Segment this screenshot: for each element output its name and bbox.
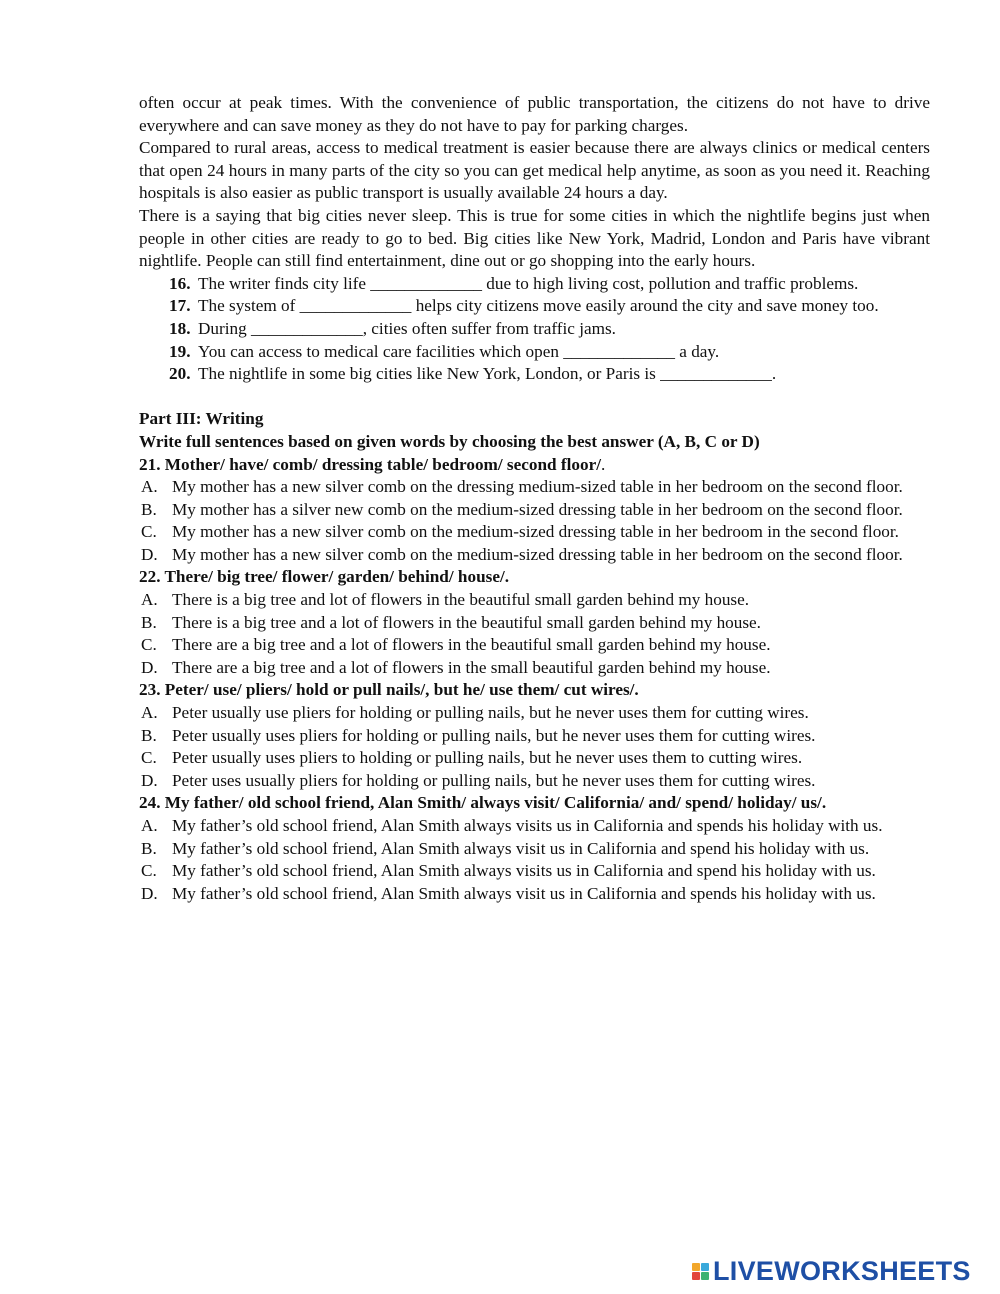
section-spacer <box>139 386 930 409</box>
option-text: My mother has a new silver comb on the medium-sized dressing table in her bedroom on the second floor. <box>172 544 903 564</box>
fill-in-questions <box>139 273 930 386</box>
answer-option-d[interactable] <box>139 883 930 906</box>
question-number: 16. <box>169 273 191 293</box>
reading-paragraph: Compared to rural areas, access to medical treatment is easier because there are always clinics or medical centers that open 24 hours in many parts of the city so you can get medical help anytime, as soon as you need it. Reaching hospitals is also easier as public transport is usually available 24 hours a day. <box>139 138 930 203</box>
question-text[interactable]: The system of _____________ helps city citizens move easily around the city and save money too. <box>198 296 879 316</box>
writing-question-23 <box>139 679 930 792</box>
logo-square <box>692 1263 700 1271</box>
option-text: There are a big tree and a lot of flowers in the small beautiful garden behind my house. <box>172 657 771 677</box>
question-number: 18. <box>169 318 191 338</box>
answer-option-d[interactable] <box>139 770 930 793</box>
answer-option-b[interactable] <box>139 499 930 522</box>
question-text[interactable]: The nightlife in some big cities like New York, London, or Paris is _____________. <box>198 364 777 384</box>
answer-option-b[interactable] <box>139 725 930 748</box>
option-letter: D. <box>141 544 158 564</box>
option-letter: B. <box>141 612 157 632</box>
writing-question-22 <box>139 566 930 679</box>
option-text: Peter usually uses pliers to holding or pulling nails, but he never uses them to cutting wires. <box>172 748 803 768</box>
answer-option-b[interactable] <box>139 838 930 861</box>
option-letter: A. <box>141 703 158 723</box>
answer-option-c[interactable] <box>139 747 930 770</box>
question-text[interactable]: You can access to medical care facilities which open _____________ a day. <box>198 341 720 361</box>
option-text: Peter usually use pliers for holding or pulling nails, but he never uses them for cutting wires. <box>172 703 809 723</box>
answer-option-a[interactable] <box>139 702 930 725</box>
logo-square <box>701 1263 709 1271</box>
option-text: There is a big tree and a lot of flowers in the beautiful small garden behind my house. <box>172 612 761 632</box>
answer-option-a[interactable] <box>139 476 930 499</box>
writing-question-21 <box>139 454 930 567</box>
option-letter: B. <box>141 499 157 519</box>
question-prompt: 24. My father/ old school friend, Alan Smith/ always visit/ California/ and/ spend/ holiday/ us/. <box>139 793 827 813</box>
option-letter: D. <box>141 770 158 790</box>
question-prompt: 21. Mother/ have/ comb/ dressing table/ bedroom/ second floor/. <box>139 454 606 474</box>
answer-option-c[interactable] <box>139 634 930 657</box>
answer-option-a[interactable] <box>139 589 930 612</box>
instruction: Write full sentences based on given words by choosing the best answer (A, B, C or D) <box>139 431 760 451</box>
worksheet-page <box>139 92 930 905</box>
answer-option-c[interactable] <box>139 860 930 883</box>
reading-paragraph: There is a saying that big cities never sleep. This is true for some cities in which the nightlife begins just when people in other cities are ready to go to bed. Big cities like New York, Madrid, London and Paris have vibrant nightlife. People can still find entertainment, dine out or go shopping into the early hours. <box>139 205 930 271</box>
question-prompt: 22. There/ big tree/ flower/ garden/ behind/ house/. <box>139 567 510 587</box>
option-letter: A. <box>141 590 158 610</box>
fill-question-16 <box>139 273 930 296</box>
question-number: 19. <box>169 341 191 361</box>
option-text: Peter usually uses pliers for holding or pulling nails, but he never uses them for cutting wires. <box>172 725 816 745</box>
logo-text: LIVEWORKSHEETS <box>713 1256 971 1286</box>
option-letter: A. <box>141 816 158 835</box>
fill-question-18 <box>139 318 930 341</box>
question-prompt: 23. Peter/ use/ pliers/ hold or pull nails/, but he/ use them/ cut wires/. <box>139 680 639 700</box>
answer-option-d[interactable] <box>139 657 930 680</box>
option-text: There are a big tree and a lot of flowers in the beautiful small garden behind my house. <box>172 635 771 655</box>
question-number: 20. <box>169 364 191 384</box>
question-number: 17. <box>169 296 191 316</box>
option-letter: C. <box>141 861 157 881</box>
option-letter: B. <box>141 838 157 858</box>
option-letter: D. <box>141 883 158 903</box>
liveworksheets-logo[interactable] <box>692 1258 971 1284</box>
option-text: There is a big tree and lot of flowers in the beautiful small garden behind my house. <box>172 590 750 610</box>
option-text: My mother has a new silver comb on the dressing medium-sized table in her bedroom on the second floor. <box>172 477 903 497</box>
writing-question-24 <box>139 792 930 905</box>
question-text[interactable]: The writer finds city life _____________ due to high living cost, pollution and traffic problems. <box>198 273 859 293</box>
part-title: Part III: Writing <box>139 409 264 429</box>
option-letter: C. <box>141 635 157 655</box>
option-letter: C. <box>141 522 157 542</box>
option-letter: D. <box>141 657 158 677</box>
fill-question-17 <box>139 295 930 318</box>
option-letter: B. <box>141 725 157 745</box>
option-text: My mother has a new silver comb on the medium-sized dressing table in her bedroom in the second floor. <box>172 522 899 542</box>
option-letter: A. <box>141 477 158 497</box>
answer-option-c[interactable] <box>139 521 930 544</box>
answer-option-a[interactable] <box>139 815 930 838</box>
option-text: My father’s old school friend, Alan Smith always visit us in California and spends his holiday with us. <box>172 883 876 903</box>
fill-question-19 <box>139 341 930 364</box>
option-text: My father’s old school friend, Alan Smith always visit us in California and spend his holiday with us. <box>172 838 870 858</box>
option-text: My father’s old school friend, Alan Smith always visits us in California and spends his holiday with us. <box>172 816 883 835</box>
logo-square <box>692 1272 700 1280</box>
option-text: My father’s old school friend, Alan Smith always visits us in California and spend his holiday with us. <box>172 861 876 881</box>
logo-mark-icon <box>692 1263 709 1280</box>
logo-square <box>701 1272 709 1280</box>
reading-passage <box>139 92 930 273</box>
question-text[interactable]: During _____________, cities often suffer from traffic jams. <box>198 318 616 338</box>
answer-option-d[interactable] <box>139 544 930 567</box>
reading-paragraph: often occur at peak times. With the convenience of public transportation, the citizens do not have to drive everywhere and can save money as they do not have to pay for parking charges. <box>139 93 930 135</box>
option-text: Peter uses usually pliers for holding or pulling nails, but he never uses them for cutting wires. <box>172 770 816 790</box>
option-letter: C. <box>141 748 157 768</box>
fill-question-20 <box>139 363 930 386</box>
answer-option-b[interactable] <box>139 612 930 635</box>
option-text: My mother has a silver new comb on the medium-sized dressing table in her bedroom on the second floor. <box>172 499 903 519</box>
